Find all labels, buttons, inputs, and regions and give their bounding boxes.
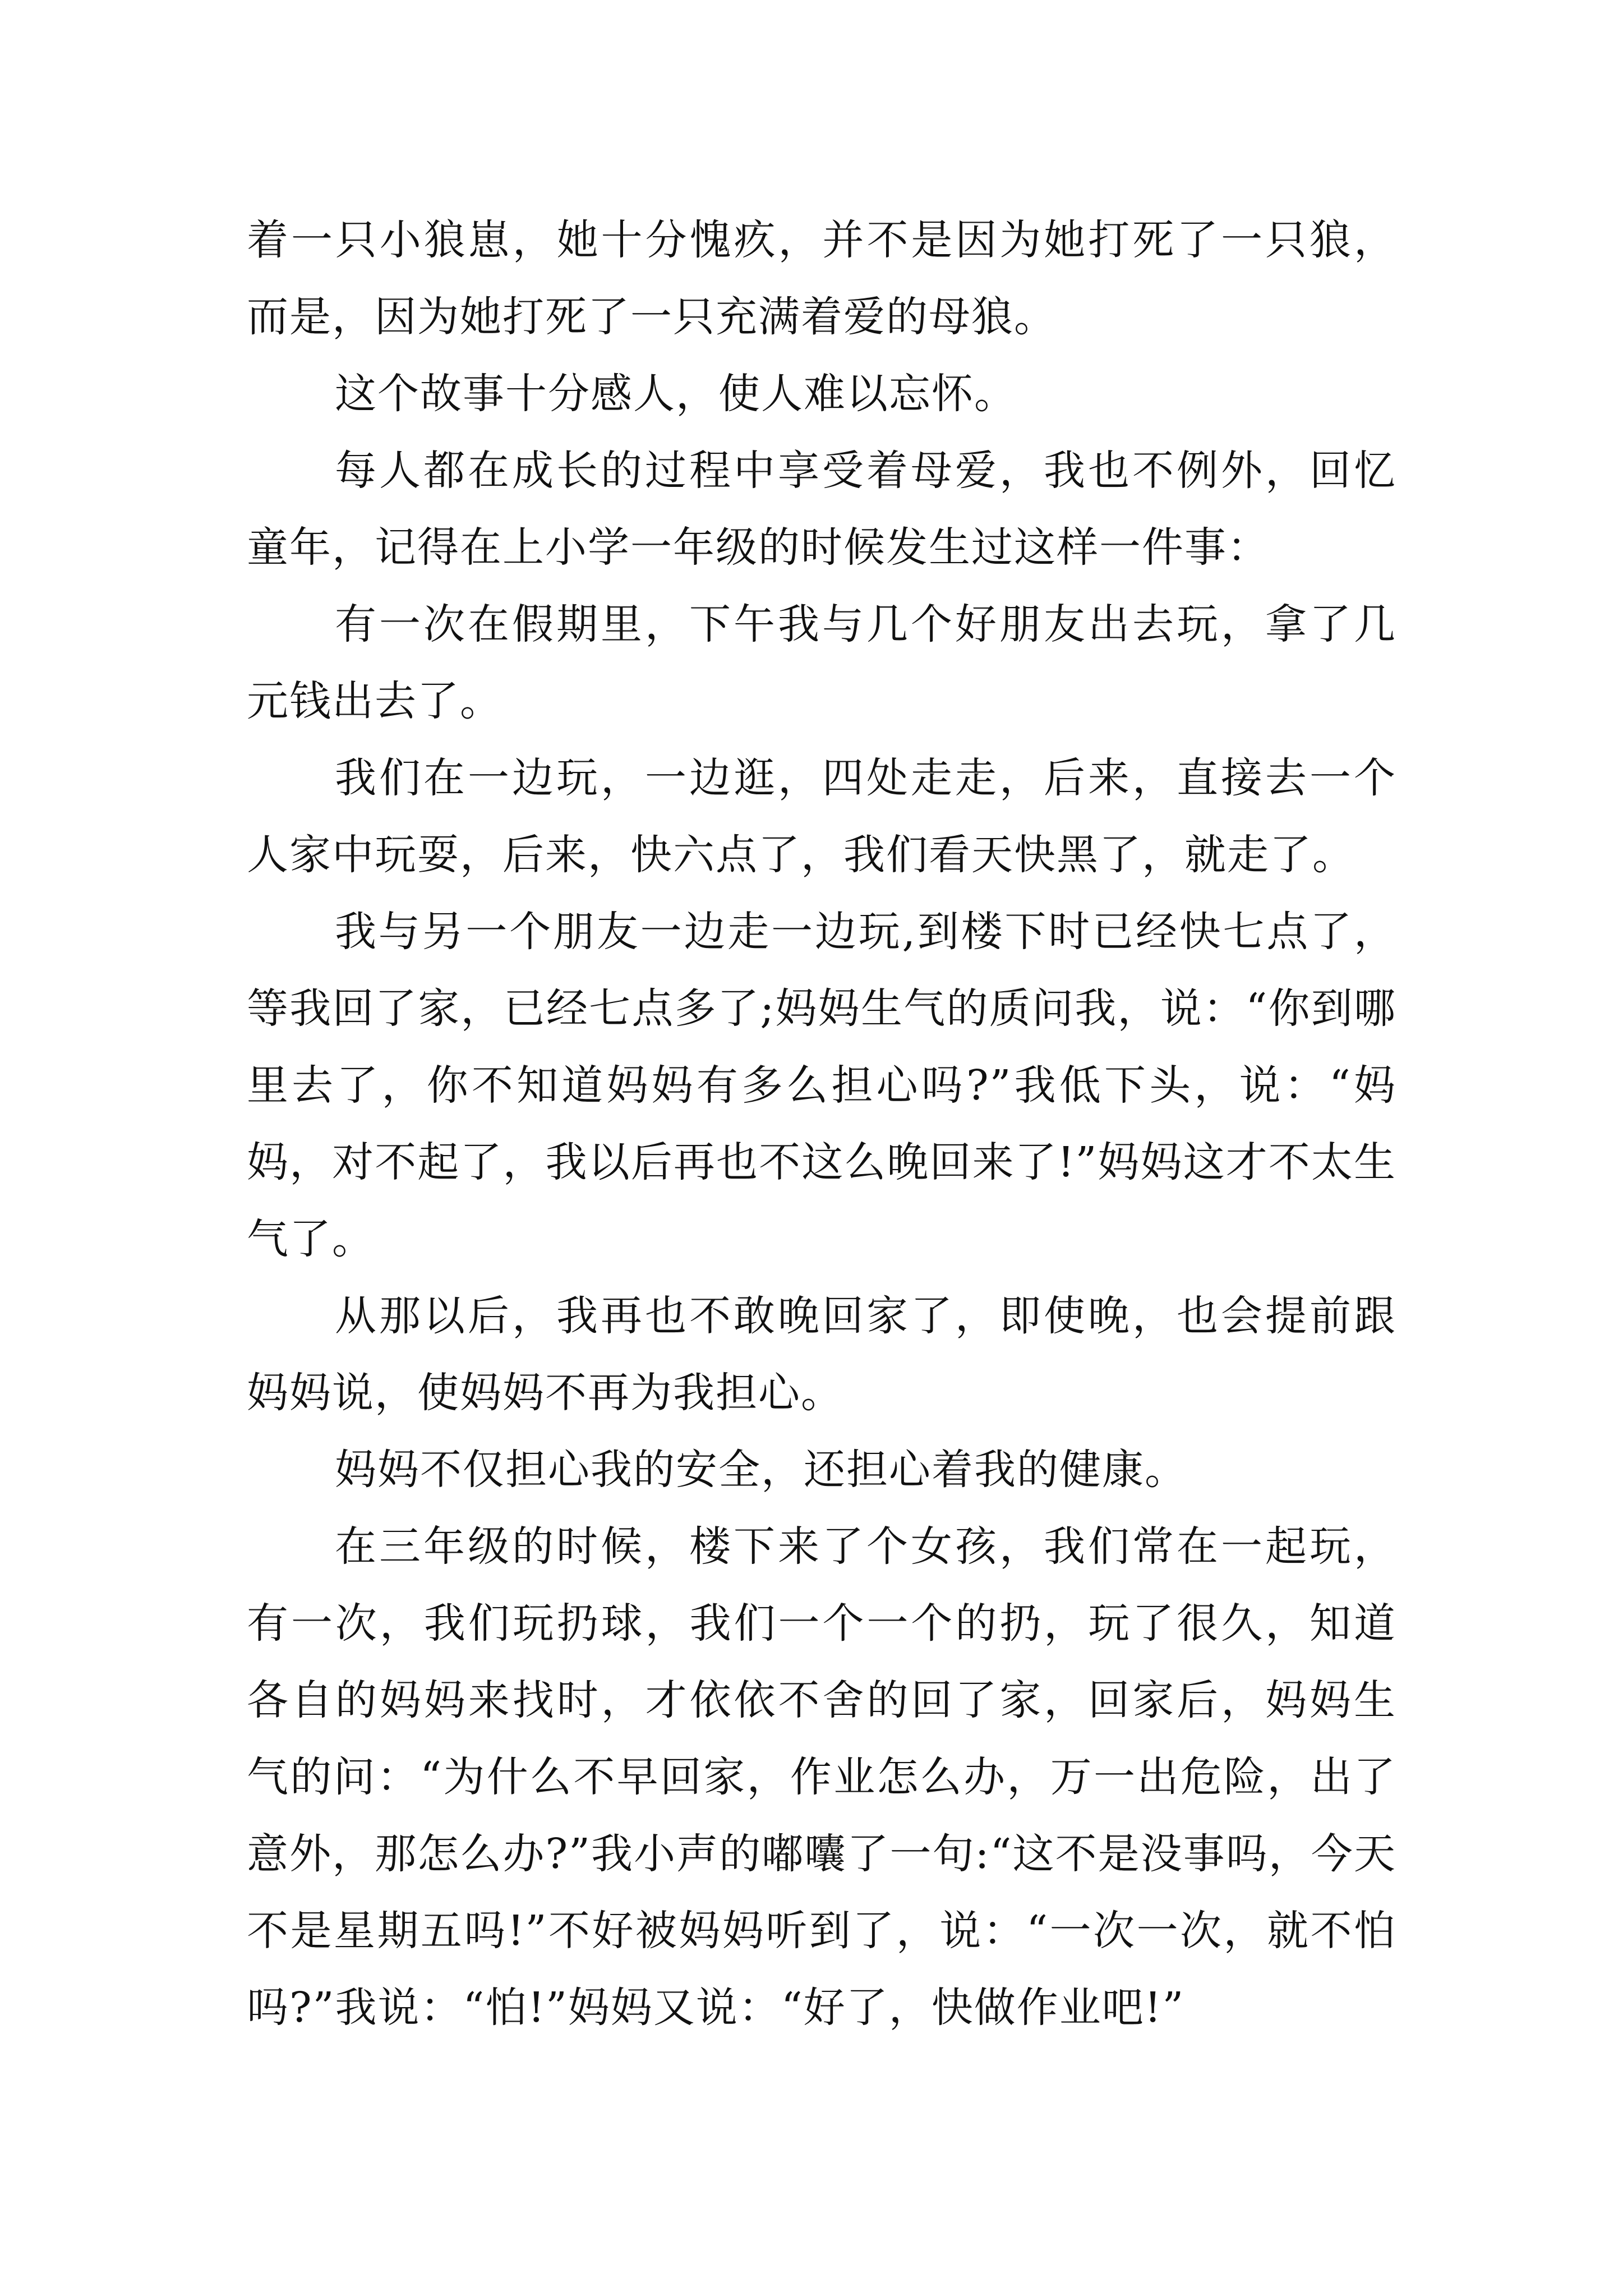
paragraph-2: 这个故事十分感人，使人难以忘怀。 — [335, 370, 1017, 418]
paragraph-8: 妈妈不仅担心我的安全，还担心着我的健康。 — [335, 1446, 1187, 1494]
paragraph-3: 每人都在成长的过程中享受着母爱，我也不例外，回忆童年，记得在上小学一年级的时候发生过这样一件事： — [247, 447, 1396, 572]
paragraph-7: 从那以后，我再也不敢晚回家了，即使晚，也会提前跟妈妈说，使妈妈不再为我担心。 — [247, 1292, 1396, 1417]
paragraph-6: 我与另一个朋友一边走一边玩,到楼下时已经快七点了，等我回了家，已经七点多了;妈妈生气的质问我，说：“你到哪里去了，你不知道妈妈有多么担心吗?”我低下头，说：“妈妈，对不起了，我以后再也不这么晚回来了!”妈妈这才不太生气了。 — [247, 908, 1396, 1263]
paragraph-1: 着一只小狼崽，她十分愧疚，并不是因为她打死了一只狼，而是，因为她打死了一只充满着爱的母狼。 — [247, 216, 1396, 341]
paragraph-4: 有一次在假期里，下午我与几个好朋友出去玩，拿了几元钱出去了。 — [247, 600, 1396, 725]
paragraph-9: 在三年级的时候，楼下来了个女孩，我们常在一起玩，有一次，我们玩扔球，我们一个一个的扔，玩了很久，知道各自的妈妈来找时，才依依不舍的回了家，回家后，妈妈生气的问：“为什么不早回家，作业怎么办，万一出危险，出了意外，那怎么办?”我小声的嘟囔了一句:“这不是没事吗，今天不是星期五吗!”不好被妈妈听到了，说：“一次一次，就不怕吗?”我说：“怕!”妈妈又说：“好了，快做作业吧!” — [247, 1522, 1396, 2032]
paragraph-5: 我们在一边玩，一边逛，四处走走，后来，直接去一个人家中玩耍，后来，快六点了，我们看天快黑了，就走了。 — [247, 754, 1396, 879]
document-body — [247, 202, 1396, 2046]
